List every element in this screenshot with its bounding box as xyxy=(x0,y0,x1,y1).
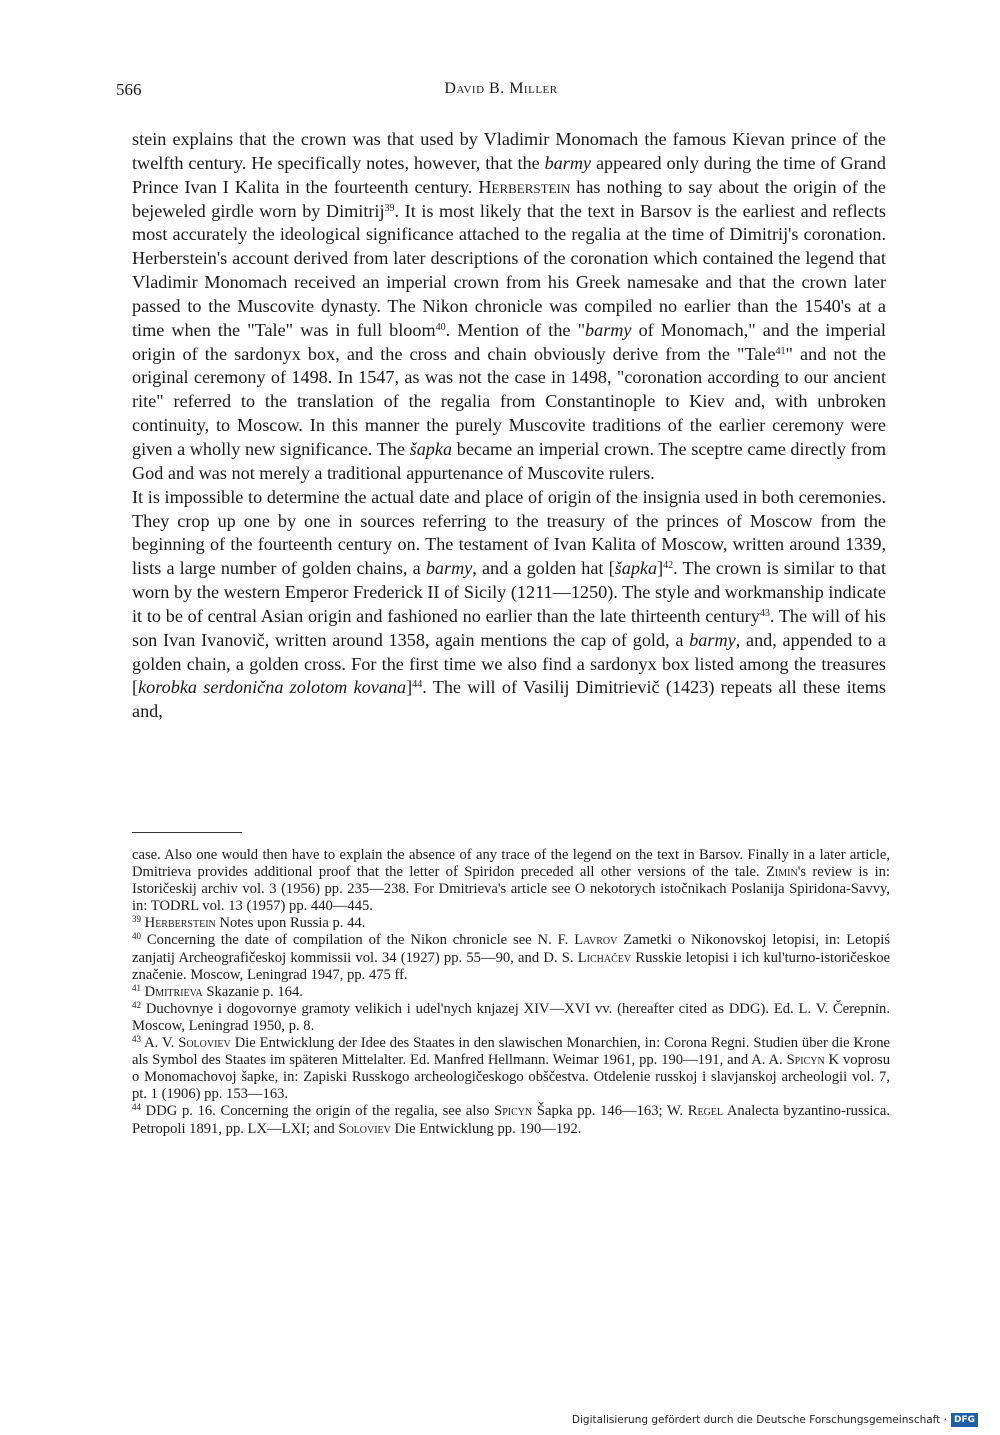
author-name: Dmitrieva xyxy=(141,983,203,1000)
footnote-43 xyxy=(132,1035,890,1103)
text-run: It is impossible to determine the actual date and place of origin of the insignia used in both ceremonies. They crop up one by one in sources referring to the treasury of the princes of Moscow from the beginning of the fourteenth century on. The testament of Ivan Kalita of Moscow, written around 1339, lists a large number of golden chains, a xyxy=(132,486,886,579)
footnote-number: 39 xyxy=(132,914,141,925)
author-name: Spicyn xyxy=(786,1052,825,1069)
text-run: Die Entwicklung pp. 190—192. xyxy=(390,1120,582,1137)
text-run: A. V. xyxy=(141,1035,179,1052)
footer-text: Digitalisierung gefördert durch die Deutsche Forschungsgemeinschaft · xyxy=(571,1414,947,1426)
footnote-number: 43 xyxy=(132,1034,141,1045)
italic-term: barmy xyxy=(689,629,736,650)
text-run: . Mention of the " xyxy=(445,319,585,340)
digitization-footer xyxy=(572,1413,978,1427)
page-header xyxy=(116,80,886,106)
footnote-40 xyxy=(132,932,890,983)
paragraph-2 xyxy=(132,486,886,724)
italic-term: šapka xyxy=(614,558,658,579)
text-run: has nothing to say about the origin of the bejeweled girdle worn by Dimitrij xyxy=(132,176,886,221)
footnote-continuation xyxy=(132,847,890,915)
text-run: . The will of his son Ivan Ivanovič, written around 1358, again mentions the cap of gold, a xyxy=(132,605,886,650)
italic-term: barmy xyxy=(425,558,473,579)
text-run: appeared only during the time of Grand Prince Ivan I Kalita in the fourteenth century. xyxy=(132,152,886,197)
footnote-ref: 43 xyxy=(759,607,770,619)
running-head: David B. Miller xyxy=(444,80,558,97)
text-run: , and, appended to a golden chain, a golden cross. For the first time we also find a sardonyx box listed among the treasures [ xyxy=(132,629,886,698)
text-run: . The will of Vasilij Dimitrievič (1423) repeats all these items and, xyxy=(132,677,886,722)
footnote-number: 41 xyxy=(132,982,141,993)
text-run: of Monomach," and the imperial origin of the sardonyx box, and the cross and chain obviously derive from the "Tale xyxy=(132,319,886,364)
footnote-42 xyxy=(132,1001,890,1035)
text-run: . It is most likely that the text in Barsov is the earliest and reflects most accurately the ideological significance attached to the regalia at the time of Dimitrij's coronation. Herberstein's account derived from later descriptions of the coronation which contained the legend that Vladimir Monomach received an imperial crown from his Greek namesake and that the crown later passed to the Muscovite dynasty. The Nikon chronicle was compiled no earlier than the 1540's at a time when the "Tale" was in full bloom xyxy=(132,200,886,340)
footnotes xyxy=(132,847,890,1138)
italic-term: barmy xyxy=(585,319,632,340)
footnote-rule xyxy=(132,832,242,833)
footnote-number: 42 xyxy=(132,999,141,1010)
text-run: Zametki o Nikonovskoj letopisi, in: Letopiś zanjatij Archeografičeskoj kommissii vol. 34 (1927) pp. 55—90, and D. S. xyxy=(132,932,890,966)
footnote-ref: 42 xyxy=(663,560,674,572)
text-run: Skazanie p. 164. xyxy=(202,983,303,1000)
text-run: ] xyxy=(657,558,664,579)
italic-term: barmy xyxy=(544,152,592,173)
footnote-ref: 44 xyxy=(412,679,423,691)
text-run: ] xyxy=(406,677,413,698)
footnote-ref: 39 xyxy=(384,202,395,214)
author-name: Regel xyxy=(687,1103,724,1120)
text-run: Die Entwicklung der Idee des Staates in den slawischen Monarchien, in: Corona Regni. Studien über die Krone als Symbol des Staates im späteren Mittelalter. Ed. Manfred Hellmann. Weimar 1961, pp. 190—191, and A. A. xyxy=(132,1035,890,1069)
author-name: Zimin xyxy=(766,864,798,881)
text-run: DDG p. 16. Concerning the origin of the regalia, see also xyxy=(141,1103,495,1120)
footnote-number: 44 xyxy=(132,1102,141,1113)
text-run: K voprosu o Monomachovoj šapke, in: Zapiski Russkogo archeologičeskogo obščestva. Otdelenie russkoj i slavjanskoj archeologii vol. 7, pt. 1 (1906) pp. 153—163. xyxy=(132,1052,890,1103)
author-name: Herberstein xyxy=(478,176,571,197)
text-run: Notes upon Russia p. 44. xyxy=(215,915,366,932)
text-run: 's review is in: Istoričeskij archiv vol. 3 (1956) pp. 235—238. For Dmitrieva's article see O nekotorych istočnikach Poslanija Spiridona-Savvy, in: TODRL vol. 13 (1957) pp. 440—445. xyxy=(132,864,890,915)
text-run: stein explains that the crown was that used by Vladimir Monomach the famous Kievan prince of the twelfth century. He specifically notes, however, that the xyxy=(132,129,886,173)
footnote-ref: 41 xyxy=(775,345,786,357)
text-run: , and a golden hat [ xyxy=(472,558,615,579)
dfg-logo: DFG xyxy=(951,1413,978,1427)
footnote-41 xyxy=(132,984,890,1001)
footnote-ref: 40 xyxy=(435,321,446,333)
footnote-39 xyxy=(132,915,890,932)
author-name: Lavrov xyxy=(574,932,618,949)
footnote-44 xyxy=(132,1103,890,1137)
author-name: Soloviev xyxy=(338,1120,391,1137)
text-run: Duchovnye i dogovornye gramoty velikich i udel'nych knjazej XIV—XVI vv. (hereafter cited as DDG). Ed. L. V. Čerepnin. Moscow, Leningrad 1950, p. 8. xyxy=(132,1000,890,1034)
page-number: 566 xyxy=(116,80,142,99)
footnote-number: 40 xyxy=(132,931,141,942)
italic-term: korobka serdonična zolotom kovana xyxy=(138,677,407,698)
italic-term: šapka xyxy=(409,438,453,459)
text-run: . The crown is similar to that worn by the western Emperor Frederick II of Sicily (1211—1250). The style and workmanship indicate it to be of central Asian origin and fashioned no earlier than the late thirteenth century xyxy=(132,558,886,626)
text-run: Šapka pp. 146—163; W. xyxy=(532,1103,688,1120)
author-name: Soloviev xyxy=(178,1035,231,1052)
paragraph-1 xyxy=(132,128,886,486)
text-run: case. Also one would then have to explain the absence of any trace of the legend on the text in Barsov. Finally in a later article, Dmitrieva provides additional proof that the letter of Spiridon preceded all other versions of the tale. xyxy=(132,847,890,881)
text-run: Analecta byzantino-russica. Petropoli 1891, pp. LX—LXI; and xyxy=(132,1103,890,1137)
text-run: Russkie letopisi i ich kul'turno-istoričeskoe značenie. Moscow, Leningrad 1947, pp. 475 ff. xyxy=(132,949,890,983)
author-name: Spicyn xyxy=(494,1103,533,1120)
author-name: Lichačev xyxy=(577,949,632,966)
text-run: Concerning the date of compilation of the Nikon chronicle see N. F. xyxy=(141,932,575,949)
text-run: " and not the original ceremony of 1498. In 1547, as was not the case in 1498, "coronation according to our ancient rite" referred to the translation of the regalia from Constantinople to Kiev and, with unbroken continuity, to Moscow. In this manner the purely Muscovite traditions of the earlier ceremony were given a wholly new significance. The xyxy=(132,343,886,459)
main-text xyxy=(132,128,886,724)
author-name: Herberstein xyxy=(144,915,216,932)
text-run: became an imperial crown. The sceptre came directly from God and was not merely a traditional appurtenance of Muscovite rulers. xyxy=(132,438,886,483)
